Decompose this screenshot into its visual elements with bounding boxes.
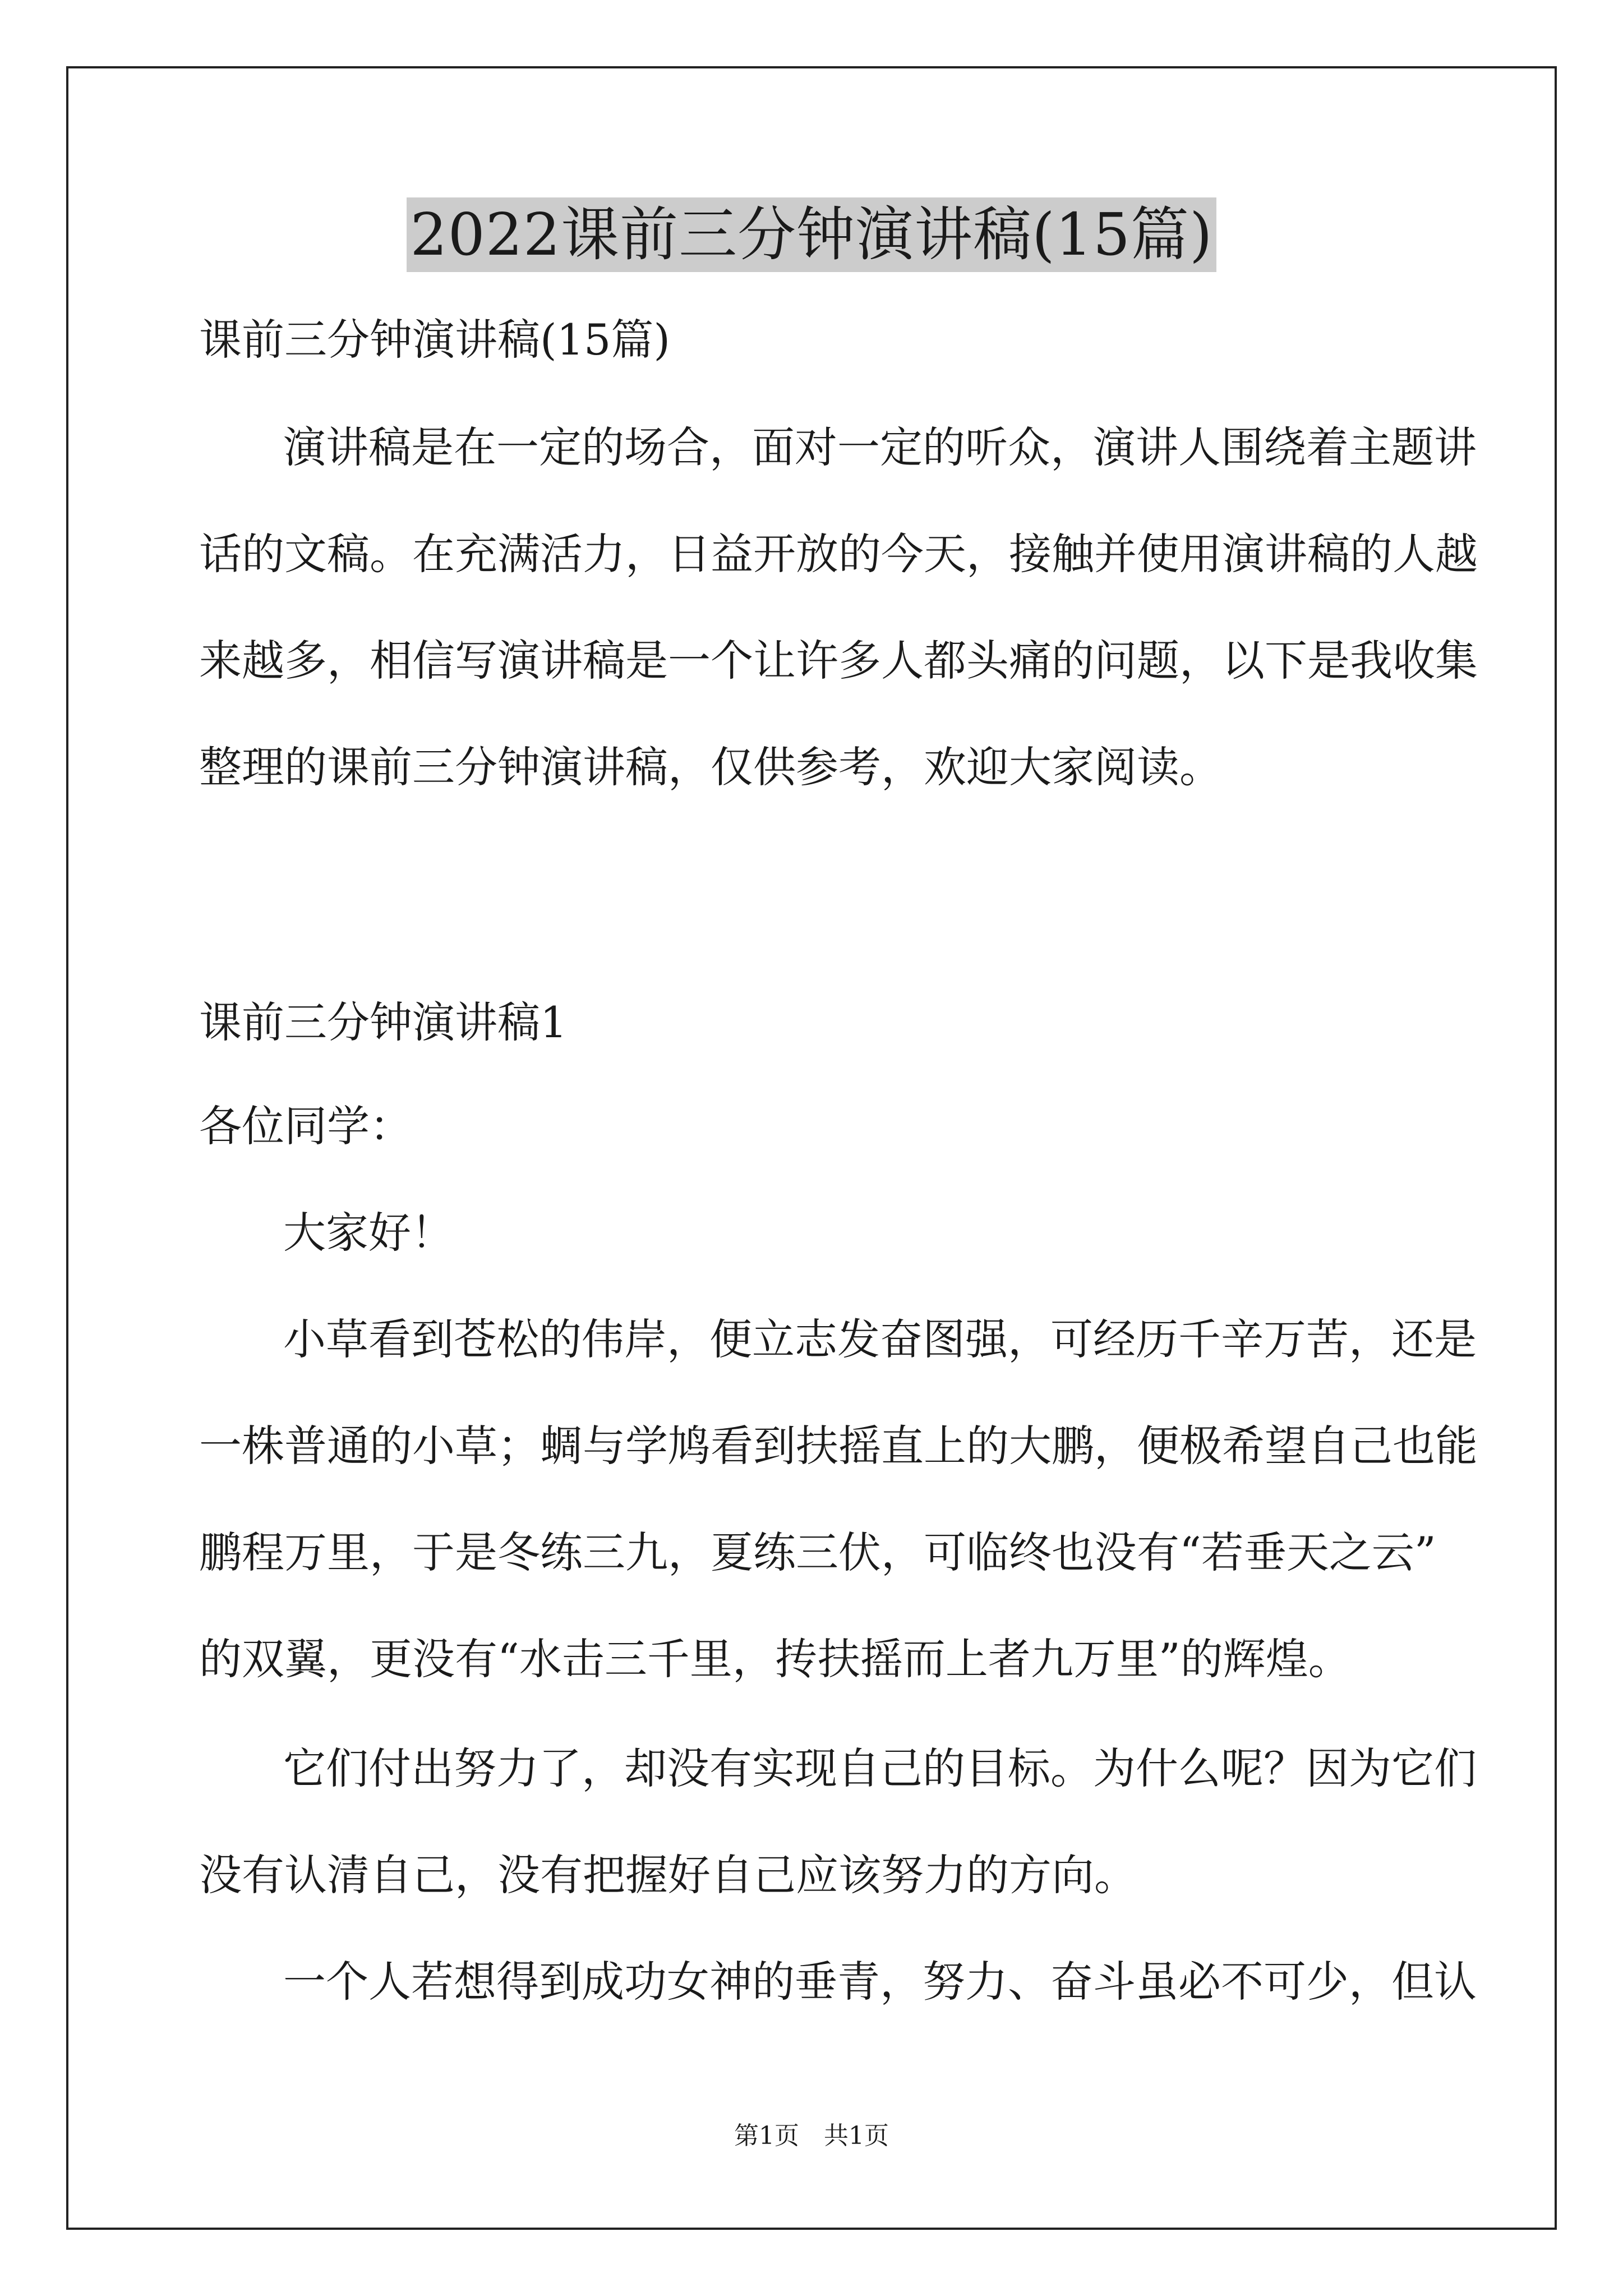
intro-line-3: 来越多，相信写演讲稿是一个让许多人都头痛的问题，以下是我收集 [199,636,1478,685]
body-line-2: 一株普通的小草；蜩与学鸠看到扶摇直上的大鹏，便极希望自己也能 [199,1421,1478,1471]
document-title: 2022课前三分钟演讲稿(15篇) [407,197,1216,272]
document-subtitle: 课前三分钟演讲稿(15篇) [199,315,671,365]
body-line-1: 小草看到苍松的伟岸，便立志发奋图强，可经历千辛万苦，还是 [283,1314,1477,1364]
body-line-6: 没有认清自己，没有把握好自己应该努力的方向。 [199,1850,1137,1900]
intro-line-2: 话的文稿。在充满活力，日益开放的今天，接触并使用演讲稿的人越 [199,529,1478,579]
intro-line-1: 演讲稿是在一定的场合，面对一定的听众，演讲人围绕着主题讲 [283,422,1477,472]
page-footer: 第1页 共1页 [734,2122,889,2150]
body-line-5: 它们付出努力了，却没有实现自己的目标。为什么呢？因为它们 [283,1743,1477,1793]
body-line-3: 鹏程万里，于是冬练三九，夏练三伏，可临终也没有“若垂天之云” [199,1527,1436,1577]
section-heading: 课前三分钟演讲稿1 [199,997,568,1047]
body-line-7: 一个人若想得到成功女神的垂青，努力、奋斗虽必不可少，但认 [283,1957,1477,2007]
salutation: 各位同学： [199,1101,412,1151]
body-line-4: 的双翼，更没有“水击三千里，抟扶摇而上者九万里”的辉煌。 [199,1634,1351,1684]
intro-line-4: 整理的课前三分钟演讲稿，仅供参考，欢迎大家阅读。 [199,742,1222,792]
title-container [0,197,1623,272]
greeting: 大家好！ [283,1208,454,1258]
